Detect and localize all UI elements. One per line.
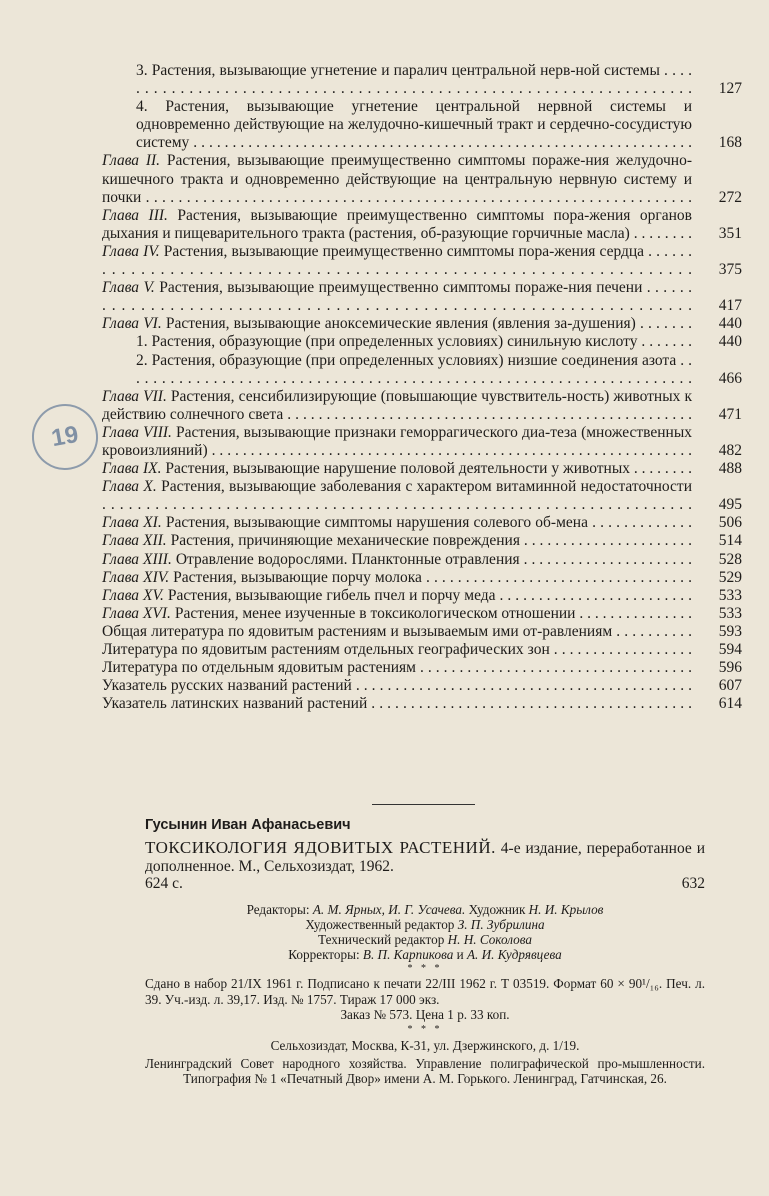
toc-page-number: 607 (718, 677, 742, 695)
toc-entry (102, 152, 742, 206)
toc-entry (102, 207, 742, 243)
toc-entry-title: Растения, менее изученные в токсикологическом отношении (170, 604, 576, 622)
toc-entry-title: Общая литература по ядовитым растениям и вызываемым ими от-равлениям (102, 622, 613, 640)
toc-entry-text (102, 514, 692, 532)
dot-leader: . . . . . . . . . . . . . . . . . . . . . . (519, 532, 692, 550)
toc-page-number: 471 (718, 405, 742, 423)
section-divider (372, 804, 475, 805)
toc-page-number: 596 (718, 659, 742, 677)
toc-entry-title: Растения, вызывающие аноксемические явления (явления за-душения) (161, 315, 636, 333)
toc-entry-text (102, 695, 692, 713)
toc-entry-title: Растения, вызывающие порчу молока (169, 568, 422, 586)
chapter-label: Глава XI. (102, 514, 162, 532)
toc-page-number: 482 (718, 441, 742, 459)
toc-entry (102, 315, 742, 333)
catalog-code: 632 (681, 875, 705, 892)
chapter-label: Глава X. (102, 478, 157, 496)
toc-entry (102, 532, 742, 550)
toc-page-number: 593 (718, 622, 742, 640)
dot-leader: . . . . . . . . . . . . . . . (575, 604, 692, 622)
toc-entry-text (102, 659, 692, 677)
dot-leader: . . . . . . . . . . (612, 622, 693, 640)
toc-entry-title: Отравление водорослями. Планктонные отравления (171, 550, 520, 568)
toc-entry-title: Указатель русских названий растений (102, 677, 352, 695)
chapter-label: Глава II. (102, 152, 161, 170)
edition-info: 4-е издание, переработанное и дополненное. М., Сельхозиздат, 1962. (145, 840, 706, 875)
book-description (145, 839, 705, 893)
dot-leader: . . . . . . . . . . . . . . . . . . . . . . . . . (495, 586, 692, 604)
toc-entry-text (102, 641, 692, 659)
dot-leader: . . . . . . . . . . . . . . . . . . . . . . . . . . . . . . . . . . . . . . . . . . . . . . . . . . . . . . . . . . . . . . (207, 441, 692, 459)
toc-entry (102, 62, 742, 98)
editors-label: Редакторы: (246, 901, 313, 917)
toc-entry-text (102, 569, 692, 587)
proofreader-2: А. И. Кудрявцева (466, 947, 562, 963)
dot-leader: . . . . . . . (635, 315, 692, 333)
toc-page-number: 351 (718, 224, 742, 242)
toc-page-number: 417 (718, 297, 742, 315)
toc-entry (102, 352, 742, 388)
toc-entry (102, 243, 742, 279)
toc-entry-title: Растения, вызывающие преимущественно симптомы пораже-ния желудочно-кишечного тракта и одновременно действующие на центральную нервную систему и почки (102, 152, 692, 206)
chapter-label: Глава XVI. (102, 604, 171, 622)
toc-entry (102, 587, 742, 605)
table-of-contents (102, 62, 742, 713)
toc-entry-text (102, 587, 692, 605)
order-price: Заказ № 573. Цена 1 р. 33 коп. (340, 1007, 510, 1023)
toc-entry-text (136, 98, 692, 152)
dot-leader: . . . . . . . . . . . . . . . . . . . . . . (519, 550, 693, 568)
dot-leader: . . . . . . . . . . . . . (587, 514, 692, 532)
toc-entry-text (102, 478, 692, 514)
dot-leader: . . . . . . . . . . . . . . . . . . . . . . . . . . . . . . . . . . . . . . . . . (367, 695, 693, 713)
toc-entry (102, 460, 742, 478)
toc-entry-text (102, 315, 692, 333)
toc-entry-text (102, 207, 692, 243)
dot-leader: . . . . . . . . . . . . . . . . . . . . . . . . . . . . . . . . . . . . . . . . . . . . . . . . . . . . . . . . . . . . . . . . . . . (102, 242, 692, 279)
dot-leader: . . . . . . . . (629, 224, 692, 242)
chapter-label: Глава VI. (102, 315, 162, 333)
toc-page-number: 514 (718, 532, 742, 550)
imprint-block (145, 817, 705, 1086)
chapter-label: Глава VIII. (102, 423, 172, 441)
dot-leader: . . . . . . . (637, 333, 692, 351)
chapter-label: Глава XV. (102, 586, 164, 604)
toc-entry-text (136, 62, 692, 98)
toc-page-number: 488 (718, 460, 742, 478)
art-editor: З. П. Зубрилина (457, 916, 545, 932)
toc-entry-title: Литература по ядовитым растениям отдельных географических зон (102, 641, 550, 658)
dot-leader: . . . . . . . . . . . . . . . . . . . . . . . . . . . . . . . . . . . . . . . . . . . . . . . . . . . . . . . . . . . . . . . . . . . (102, 279, 692, 315)
toc-entry-text (102, 460, 692, 478)
toc-entry-text (102, 424, 692, 460)
toc-page-number: 127 (718, 80, 742, 98)
toc-entry (102, 333, 742, 351)
print-info (145, 976, 705, 1022)
dot-leader: . . . . . . . . . . . . . . . . . . . . . . . . . . . . . . . . . . . . . . . . . . . . . . . . . . . . . . . . . . . . . . . . . . . (141, 188, 692, 206)
toc-entry (102, 659, 742, 677)
dot-leader: . . . . . . . . . . . . . . . . . . . . . . . . . . . . . . . . . . . . . . . . . . . . . . . . . . . . . . . . . . . . . . . . . . . (136, 62, 693, 98)
toc-entry (102, 279, 742, 315)
toc-entry-title: Растения, вызывающие симптомы нарушения солевого об-мена (161, 514, 588, 532)
chapter-label: Глава IX. (102, 460, 162, 478)
editors: А. М. Ярных, И. Г. Усачева. (312, 901, 466, 917)
toc-entry (102, 641, 742, 659)
and-text: и (453, 947, 467, 963)
toc-page-number: 466 (718, 369, 742, 387)
toc-entry (102, 677, 742, 695)
toc-page-number: 440 (718, 315, 742, 333)
toc-page-number: 440 (718, 333, 742, 351)
toc-page-number: 375 (718, 261, 742, 279)
toc-entry-text (102, 388, 692, 424)
proofreaders-label: Корректоры: (288, 947, 363, 963)
tech-editor: Н. Н. Соколова (447, 931, 532, 947)
book-title: ТОКСИКОЛОГИЯ ЯДОВИТЫХ РАСТЕНИЙ. (145, 838, 496, 857)
toc-entry-text (102, 677, 692, 695)
typography-info: Ленинградский Совет народного хозяйства. Управление полиграфической про-мышленности. Типография № 1 «Печатный Двор» имени А. М. Горького. Ленинград, Гатчинская, 26. (145, 1055, 705, 1086)
toc-entry (102, 478, 742, 514)
toc-page-number: 614 (718, 695, 742, 713)
toc-entry-title: Растения, вызывающие преимущественно симптомы пора-жения органов дыхания и пищеварительного тракта (растения, об-разующие горчичные масла) (102, 206, 692, 242)
artist: Н. И. Крылов (528, 901, 604, 917)
art-editor-label: Художественный редактор (305, 916, 458, 932)
toc-entry (102, 695, 742, 713)
toc-entry-title: Растения, вызывающие заболевания с характером витаминной недостаточности (156, 478, 692, 496)
artist-label: Художник (465, 901, 529, 917)
dot-leader: . . . . . . . . . . . . . . . . . . . . . . . . . . . . . . . . . . (421, 568, 692, 586)
toc-entry-title: Растения, вызывающие гибель пчел и порчу меда (163, 586, 496, 604)
toc-entry-title: Литература по отдельным ядовитым растениям (102, 659, 416, 677)
toc-entry-text (136, 333, 692, 351)
stars-separator: * * * (407, 963, 443, 975)
toc-entry-title: 1. Растения, образующие (при определенных условиях) синильную кислоту (136, 333, 638, 351)
toc-entry-text (102, 152, 692, 206)
toc-entry (102, 569, 742, 587)
toc-page-number: 529 (718, 568, 742, 586)
toc-page-number: 495 (718, 496, 742, 514)
toc-entry-title: Растения, вызывающие преимущественно симптомы пора-жения сердца (159, 242, 645, 260)
author-name: Гусынин Иван Афанасьевич (145, 817, 351, 833)
toc-entry-text (102, 605, 692, 623)
toc-page-number: 272 (718, 188, 742, 206)
toc-entry-title: Указатель латинских названий растений (102, 695, 368, 713)
toc-page-number: 533 (718, 604, 742, 622)
publisher-address: Сельхозиздат, Москва, К-31, ул. Дзержинского, д. 1/19. (270, 1037, 580, 1053)
toc-entry-title: 4. Растения, вызывающие угнетение центральной нервной системы и одновременно действующие на желудочно-кишечный тракт и сердечно-сосудистую систему (136, 98, 692, 152)
toc-entry (102, 424, 742, 460)
toc-entry-title: 3. Растения, вызывающие угнетение и паралич центральной нерв-ной системы (136, 62, 660, 79)
toc-page-number: 168 (718, 134, 742, 152)
credits (145, 902, 705, 963)
toc-page-number: 533 (718, 586, 742, 604)
toc-entry (102, 98, 742, 152)
chapter-label: Глава XIV. (102, 568, 170, 586)
toc-entry-title: 2. Растения, образующие (при определенных условиях) низшие соединения азота (136, 351, 677, 369)
dot-leader: . . . . . . . . . . . . . . . . . . . . . . . . . . . . . . . . . . . . . . . . . . . . . . . . . . . . . . . . . . . . . . . . . . . (102, 496, 692, 514)
toc-entry-title: Растения, сенсибилизирующие (повышающие чувствитель-ность) животных к действию солнечного света (102, 387, 692, 423)
chapter-label: Глава XII. (102, 532, 167, 550)
toc-page-number: 594 (718, 641, 742, 658)
toc-entry (102, 623, 742, 641)
toc-entry-text (136, 352, 692, 388)
toc-entry-text (102, 279, 692, 315)
dot-leader: . . . . . . . . . . . . . . . . . . . . . . . . . . . . . . . . . . . . . . . . . . . . . . . . . . . . . . . . . . . . . . . . (189, 134, 692, 152)
library-stamp: 19 (27, 399, 103, 475)
toc-entry (102, 388, 742, 424)
toc-entry (102, 551, 742, 569)
toc-page-number: 506 (718, 514, 742, 532)
toc-entry-title: Растения, вызывающие нарушение половой деятельности у животных (161, 460, 630, 478)
toc-entry-title: Растения, вызывающие признаки геморрагического диа-теза (множественных кровоизлияний) (102, 423, 692, 459)
proofreader-1: В. П. Карпикова (362, 947, 454, 963)
dot-leader: . . . . . . . . . . . . . . . . . . . . . . . . . . . . . . . . . . . . . . . . . . . . . . . . . . . . (283, 405, 693, 423)
toc-entry-text (102, 623, 692, 641)
dot-leader: . . . . . . . . . . . . . . . . . . . . . . . . . . . . . . . . . . . . . . . . . . . (351, 677, 693, 695)
chapter-label: Глава VII. (102, 387, 167, 405)
toc-entry-title: Растения, вызывающие преимущественно симптомы пораже-ния печени (154, 279, 643, 297)
chapter-label: Глава V. (102, 279, 155, 297)
chapter-label: Глава XIII. (102, 550, 172, 568)
toc-page-number: 528 (718, 550, 742, 568)
toc-entry (102, 605, 742, 623)
print-details: Сдано в набор 21/IX 1961 г. Подписано к печати 22/III 1962 г. Т 03519. Формат 60 × 90¹/₁₆. Печ. л. 39. Уч.-изд. л. 39,17. Изд. № 1757. Тираж 17 000 экз. (145, 976, 705, 1007)
toc-entry-title: Растения, причиняющие механические повреждения (166, 532, 520, 550)
stars-separator: * * * (407, 1023, 443, 1035)
tech-editor-label: Технический редактор (318, 931, 448, 947)
toc-entry-text (102, 243, 692, 279)
toc-entry (102, 514, 742, 532)
toc-entry-text (102, 551, 692, 569)
dot-leader: . . . . . . . . (629, 460, 692, 478)
dot-leader: . . . . . . . . . . . . . . . . . . (549, 641, 693, 658)
page-count: 624 с. (145, 875, 183, 892)
dot-leader: . . . . . . . . . . . . . . . . . . . . . . . . . . . . . . . . . . . (416, 659, 693, 677)
dot-leader: . . . . . . . . . . . . . . . . . . . . . . . . . . . . . . . . . . . . . . . . . . . . . . . . . . . . . . . . . . . . . . . . . . . (136, 351, 692, 387)
chapter-label: Глава III. (102, 206, 168, 224)
toc-entry-text (102, 532, 692, 550)
chapter-label: Глава IV. (102, 242, 160, 260)
